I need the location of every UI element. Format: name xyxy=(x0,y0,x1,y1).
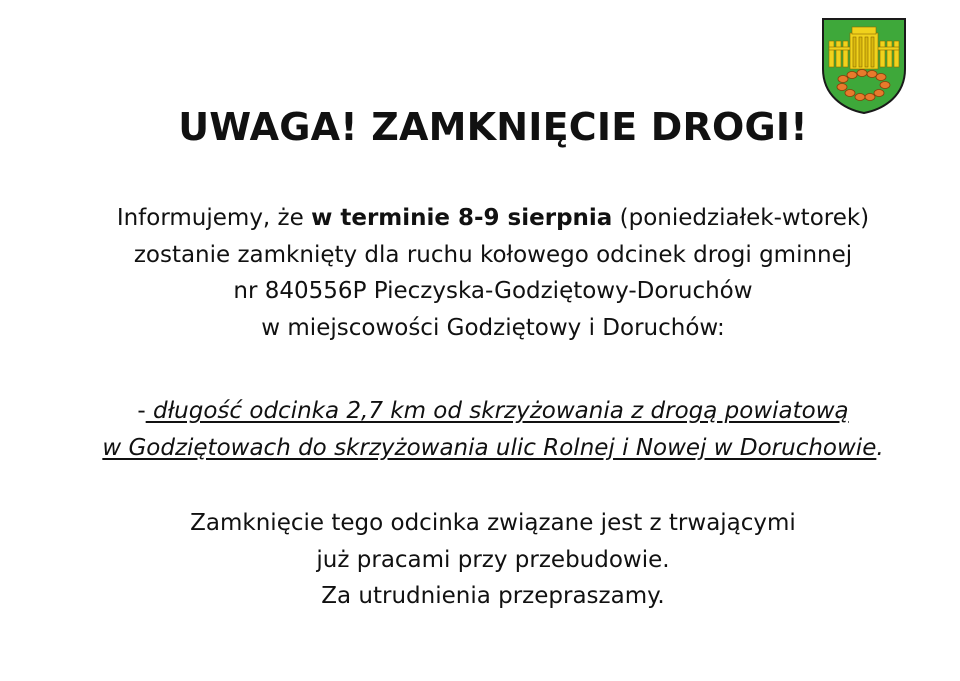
intro-line-1-suffix: (poniedziałek-wtorek) xyxy=(612,205,870,231)
intro-paragraph xyxy=(0,200,960,346)
coat-of-arms-icon xyxy=(821,17,907,115)
intro-line-1-prefix: Informujemy, że xyxy=(116,205,312,231)
intro-line-4: w miejscowości Godziętowy i Doruchów: xyxy=(261,314,725,341)
detail-dash: - xyxy=(137,398,146,424)
intro-date-range: w terminie 8-9 sierpnia xyxy=(311,205,613,231)
intro-line-1 xyxy=(0,200,960,237)
closing-line-1: Zamknięcie tego odcinka związane jest z trwającymi xyxy=(190,510,796,536)
intro-line-2: zostanie zamknięty dla ruchu kołowego odcinek drogi gminnej xyxy=(133,241,853,268)
detail-line-1 xyxy=(0,393,960,430)
closing-line-2: już pracami przy przebudowie. xyxy=(316,546,670,573)
detail-line-2-text: w Godziętowach do skrzyżowania ulic Rolnej i Nowej w Doruchowie xyxy=(102,434,877,461)
detail-line-2 xyxy=(0,430,960,467)
crest-gate xyxy=(850,27,878,69)
detail-line-2-end: . xyxy=(876,434,884,461)
closing-line-3: Za utrudnienia przepraszamy. xyxy=(321,583,665,609)
road-section-detail xyxy=(0,393,960,466)
detail-line-1-text: długość odcinka 2,7 km od skrzyżowania z drogą powiatową xyxy=(145,398,849,424)
intro-line-3: nr 840556P Pieczyska-Godziętowy-Doruchów xyxy=(233,278,753,304)
closing-paragraph xyxy=(0,505,960,615)
page-title: UWAGA! ZAMKNIĘCIE DROGI! xyxy=(178,105,808,149)
